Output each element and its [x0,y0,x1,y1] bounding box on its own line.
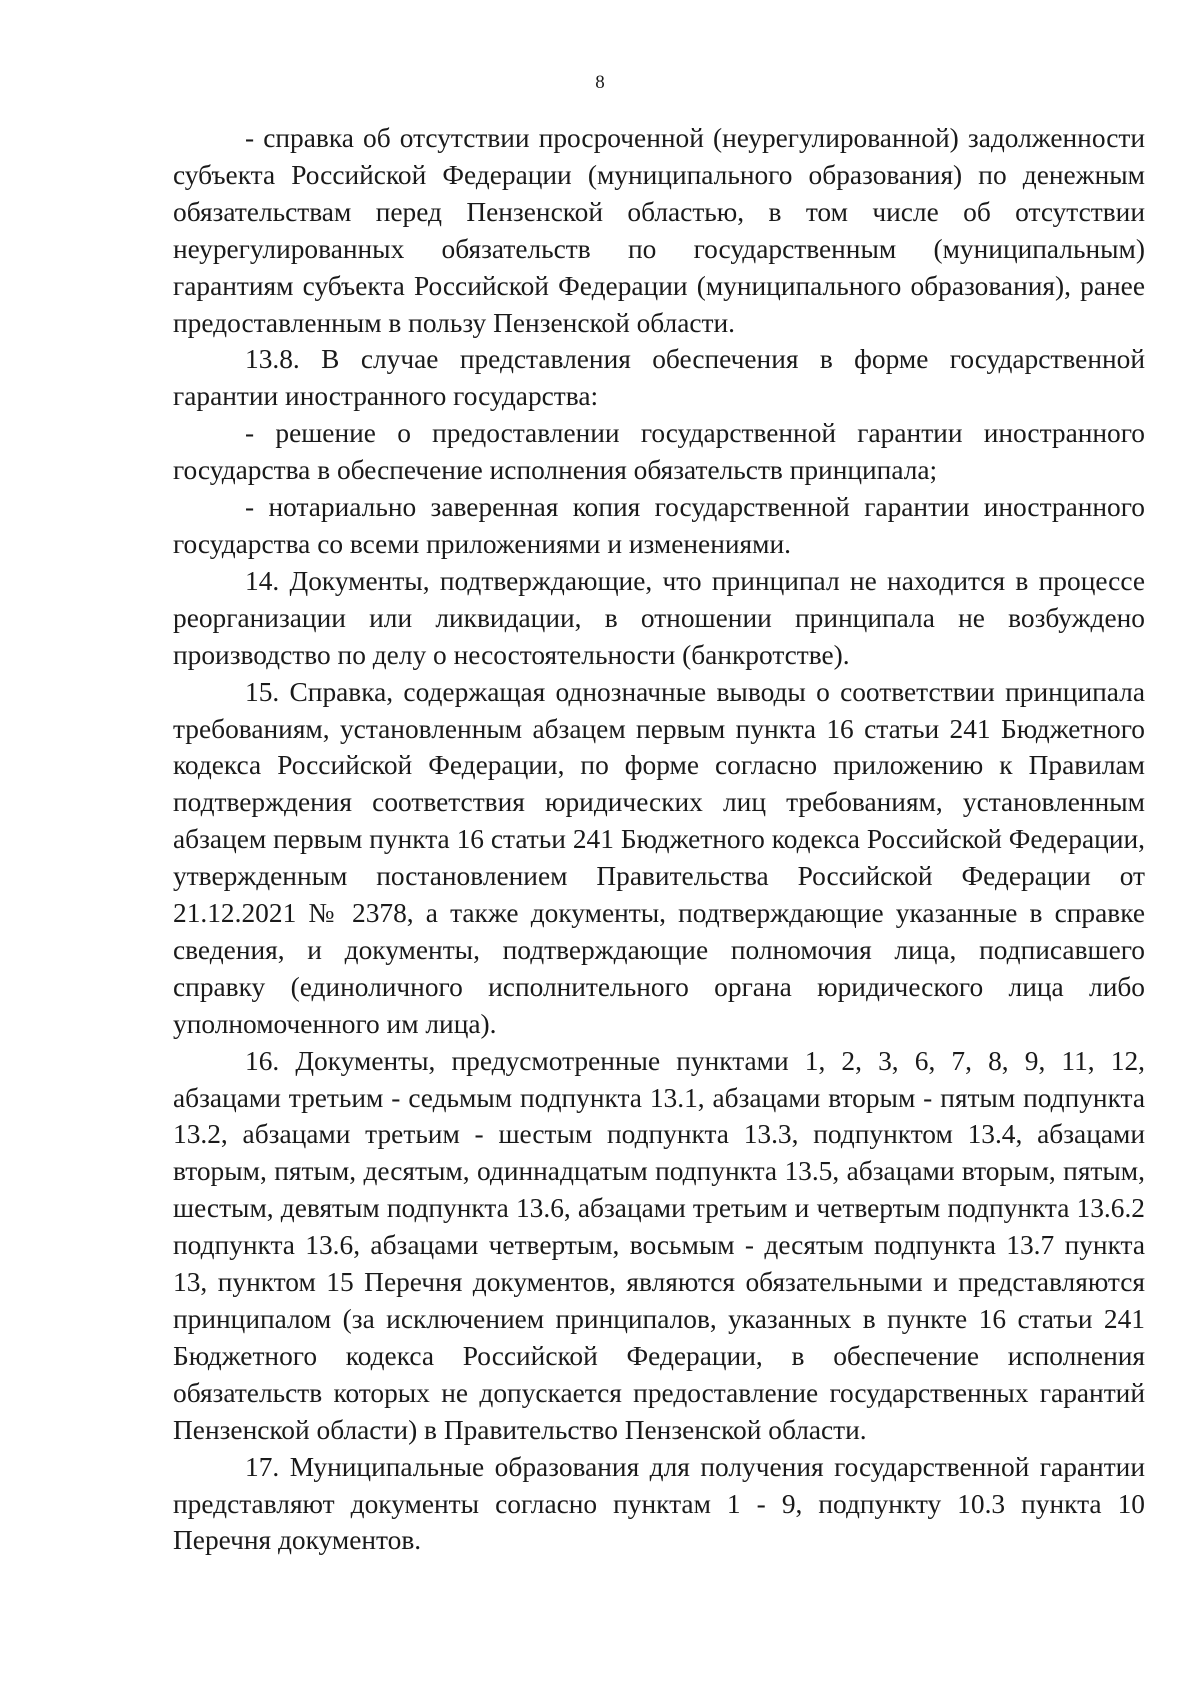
paragraph-14: 14. Документы, подтверждающие, что принципал не находится в процессе реорганизации или ликвидации, в отношении принципала не возбуждено производство по делу о несостоятельности (банкротстве). [173,565,1145,670]
paragraph-debt-certificate: - справка об отсутствии просроченной (неурегулированной) задолженности субъекта Российской Федерации (муниципального образования) по денежным обязательствам перед Пензенской областью, в том числе об отсутствии неурегулированных обязательств по государственным (муниципальным) гарантиям субъекта Российской Федерации (муниципального образования), ранее предоставленным в пользу Пензенской области. [173,123,1145,338]
paragraph-13-8: 13.8. В случае представления обеспечения в форме государственной гарантии иностранного государства: [173,344,1145,412]
paragraph-17: 17. Муниципальные образования для получения государственной гарантии представляют документы согласно пунктам 1 - 9, подпункту 10.3 пункта 10 Перечня документов. [173,1451,1145,1556]
paragraph-16: 16. Документы, предусмотренные пунктами 1, 2, 3, 6, 7, 8, 9, 11, 12, абзацами третьим - седьмым подпункта 13.1, абзацами вторым - пятым подпункта 13.2, абзацами третьим - шестым подпункта 13.3, подпунктом 13.4, абзацами вторым, пятым, десятым, одиннадцатым подпункта 13.5, абзацами вторым, пятым, шестым, девятым подпункта 13.6, абзацами третьим и четвертым подпункта 13.6.2 подпункта 13.6, абзацами четвертым, восьмым - десятым подпункта 13.7 пункта 13, пунктом 15 Перечня документов, являются обязательными и представляются принципалом (за исключением принципалов, указанных в пункте 16 статьи 241 Бюджетного кодекса Российской Федерации, в обеспечение исполнения обязательств которых не допускается предоставление государственных гарантий Пензенской области) в Правительство Пензенской области. [173,1045,1145,1445]
paragraph-guarantee-decision: - решение о предоставлении государственной гарантии иностранного государства в обеспечение исполнения обязательств принципала; [173,418,1145,486]
paragraph-15: 15. Справка, содержащая однозначные выводы о соответствии принципала требованиям, установленным абзацем первым пункта 16 статьи 241 Бюджетного кодекса Российской Федерации, по форме согласно приложению к Правилам подтверждения соответствия юридических лиц требованиям, установленным абзацем первым пункта 16 статьи 241 Бюджетного кодекса Российской Федерации, утвержденным постановлением Правительства Российской Федерации от 21.12.2021 № 2378, а также документы, подтверждающие указанные в справке сведения, и документы, подтверждающие полномочия лица, подписавшего справку (единоличного исполнительного органа юридического лица либо уполномоченного им лица). [173,676,1145,1039]
page-number: 8 [595,72,605,93]
paragraph-notarized-copy: - нотариально заверенная копия государственной гарантии иностранного государства со всеми приложениями и изменениями. [173,492,1145,559]
document-body [173,120,1145,1559]
